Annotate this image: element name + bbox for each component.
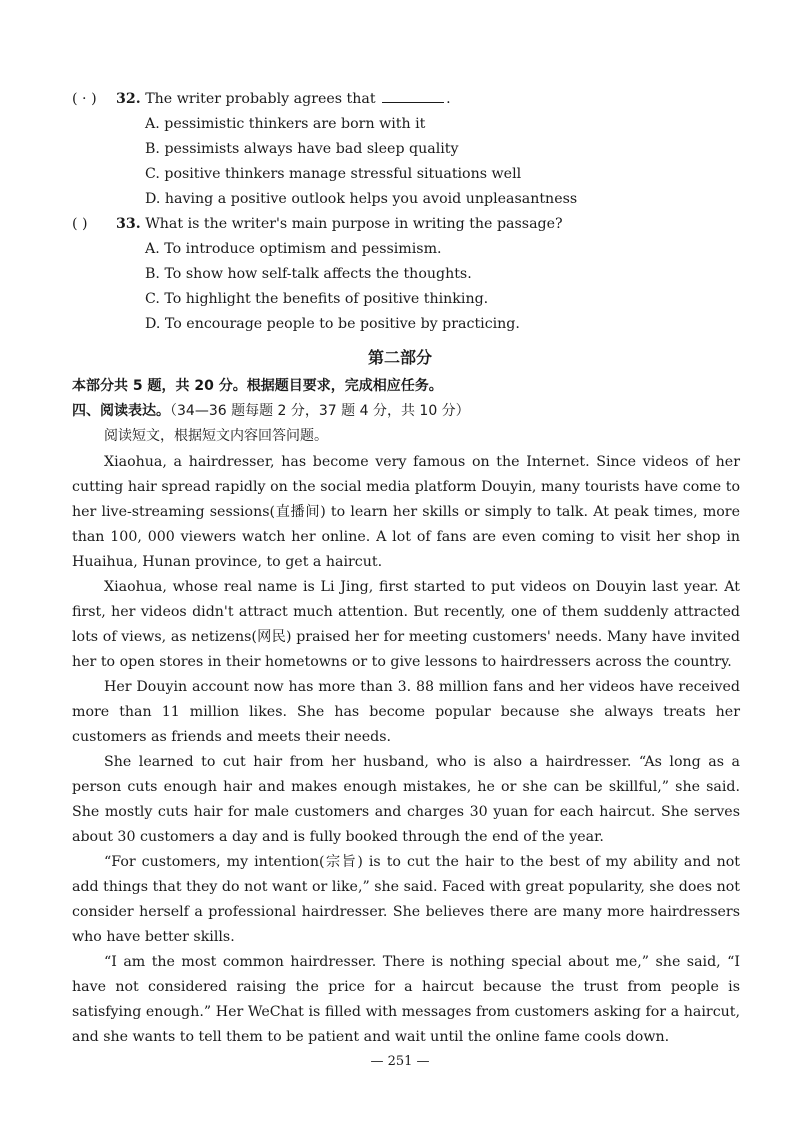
passage-paragraph-3: Her Douyin account now has more than 3. 88 million fans and her videos have received more than 11 million likes. She has become popular because she always treats her customers as friends and meets their needs. bbox=[72, 679, 740, 745]
passage-paragraph-6: “I am the most common hairdresser. There is nothing special about me,” she said, “I have not considered raising the price for a haircut because the trust from people is satisfying enough.” Her WeChat is filled with messages from customers asking for a haircut, and she wants to tell them to be patient and wait until the online fame cools down. bbox=[72, 954, 740, 1045]
question-32 bbox=[72, 90, 451, 108]
reading-instruction: 阅读短文，根据短文内容回答问题。 bbox=[104, 428, 328, 444]
option-33-a: A. To introduce optimism and pessimism. bbox=[145, 241, 442, 257]
answer-bracket[interactable]: ( ) bbox=[72, 216, 88, 232]
question-33 bbox=[72, 215, 563, 233]
part-two-intro: 本部分共 5 题，共 20 分。根据题目要求，完成相应任务。 bbox=[72, 378, 443, 394]
passage-paragraph-2: Xiaohua, whose real name is Li Jing, first started to put videos on Douyin last year. At first, her videos didn't attract much attention. But recently, one of them suddenly attracted lots of views, as netizens(网民) praised her for meeting customers' needs. Many have invited her to open stores in their hometowns or to give lessons to hairdressers across the country. bbox=[72, 579, 740, 670]
stem-period: . bbox=[446, 91, 451, 107]
part-two-title: 第二部分 bbox=[367, 348, 432, 367]
option-32-b: B. pessimists always have bad sleep quality bbox=[145, 141, 459, 157]
question-stem: The writer probably agrees that bbox=[145, 91, 376, 107]
section-heading: 四、阅读表达。 bbox=[72, 403, 170, 419]
option-33-b: B. To show how self-talk affects the thoughts. bbox=[145, 266, 472, 282]
option-32-c: C. positive thinkers manage stressful situations well bbox=[145, 166, 522, 182]
option-33-d: D. To encourage people to be positive by practicing. bbox=[145, 316, 520, 332]
question-number: 33. bbox=[116, 216, 141, 232]
question-number: 32. bbox=[116, 91, 141, 107]
option-33-c: C. To highlight the benefits of positive thinking. bbox=[145, 291, 489, 307]
passage-paragraph-4: She learned to cut hair from her husband, who is also a hairdresser. “As long as a person cuts enough hair and makes enough mistakes, he or she can be skillful,” she said. She mostly cuts hair for male customers and charges 30 yuan for each haircut. She serves about 30 customers a day and is fully booked through the end of the year. bbox=[72, 754, 740, 845]
passage-paragraph-5: “For customers, my intention(宗旨) is to cut the hair to the best of my ability and not add things that they do not want or like,” she said. Faced with great popularity, she does not consider herself a professional hairdresser. She believes there are many more hairdressers who have better skills. bbox=[72, 854, 740, 945]
answer-bracket[interactable]: ( · ) bbox=[72, 91, 97, 107]
question-stem: What is the writer's main purpose in writing the passage? bbox=[145, 216, 563, 232]
page-number: — 251 — bbox=[370, 1054, 430, 1069]
section-scoring: （34—36 题每题 2 分，37 题 4 分，共 10 分） bbox=[170, 403, 470, 419]
option-32-a: A. pessimistic thinkers are born with it bbox=[145, 116, 426, 132]
section-four-heading bbox=[72, 402, 470, 420]
passage-paragraph-1: Xiaohua, a hairdresser, has become very famous on the Internet. Since videos of her cutting hair spread rapidly on the social media platform Douyin, many tourists have come to her live-streaming sessions(直播间) to learn her skills or simply to talk. At peak times, more than 100, 000 viewers watch her online. A lot of fans are even coming to visit her shop in Huaihua, Hunan province, to get a haircut. bbox=[72, 454, 740, 570]
fill-blank bbox=[382, 90, 444, 103]
option-32-d: D. having a positive outlook helps you avoid unpleasantness bbox=[145, 191, 578, 207]
